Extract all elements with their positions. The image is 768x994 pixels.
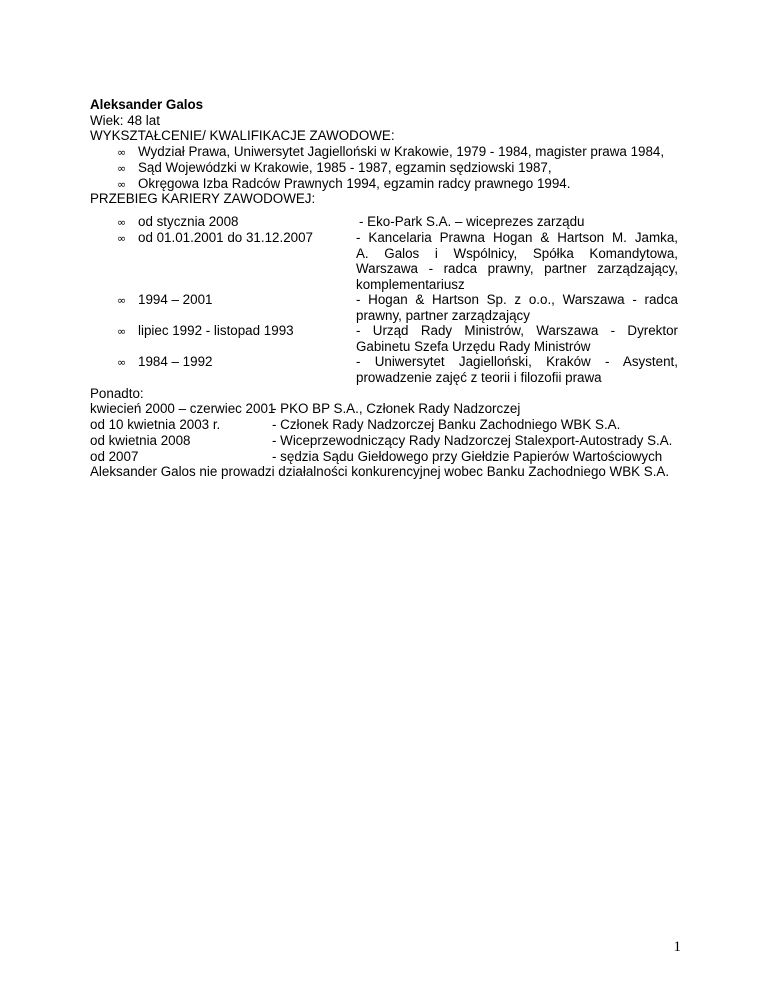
career-description-line: - Urząd Rady Ministrów, Warszawa - Dyrektor (356, 323, 678, 338)
career-period: 1994 – 2001 (138, 292, 213, 307)
education-heading: WYKSZTAŁCENIE/ KWALIFIKACJE ZAWODOWE: (90, 128, 395, 143)
career-description-line: - Hogan & Hartson Sp. z o.o., Warszawa - radca (356, 292, 678, 307)
career-description (356, 214, 678, 230)
career-description-line: A. Galos i Wspólnicy, Spółka Komandytowa, (356, 245, 678, 261)
career-period: lipiec 1992 - listopad 1993 (138, 323, 294, 338)
career-description-line: komplementariusz (356, 276, 465, 292)
career-period: 1984 – 1992 (138, 354, 213, 369)
additional-description: - Wiceprzewodniczący Rady Nadzorczej Stalexport-Autostrady S.A. (272, 433, 673, 448)
additional-description: - sędzia Sądu Giełdowego przy Giełdzie Papierów Wartościowych (272, 449, 663, 464)
education-item: Wydział Prawa, Uniwersytet Jagielloński w Krakowie, 1979 - 1984, magister prawa 1984, (138, 144, 665, 159)
additional-period: od 10 kwietnia 2003 r. (90, 417, 221, 432)
career-description-line: - Uniwersytet Jagielloński, Kraków - Asystent, (356, 354, 678, 369)
bullet-icon: ∞ (117, 356, 127, 369)
additional-heading: Ponadto: (90, 386, 144, 401)
career-description-line: prawny, partner zarządzający (356, 307, 530, 323)
additional-description: - PKO BP S.A., Członek Rady Nadzorczej (272, 401, 521, 416)
bullet-icon: ∞ (117, 232, 127, 245)
career-period: od 01.01.2001 do 31.12.2007 (138, 230, 313, 245)
career-description (356, 292, 678, 323)
career-description (356, 354, 678, 385)
bullet-icon: ∞ (117, 325, 127, 338)
page-number: 1 (673, 939, 681, 955)
bullet-icon: ∞ (117, 178, 127, 191)
person-name: Aleksander Galos (90, 97, 204, 112)
bullet-icon: ∞ (117, 216, 127, 229)
person-age: Wiek: 48 lat (90, 113, 160, 128)
career-description-line: prowadzenie zajęć z teorii i filozofii prawa (356, 369, 602, 385)
bullet-icon: ∞ (117, 294, 127, 307)
career-period: od stycznia 2008 (138, 214, 239, 229)
career-description-line: Warszawa - radca prawny, partner zarządzający, (356, 261, 678, 277)
additional-period: od kwietnia 2008 (90, 433, 191, 448)
career-description-line: Gabinetu Szefa Urzędu Rady Ministrów (356, 338, 591, 354)
bullet-icon: ∞ (117, 146, 127, 159)
career-description-line: - Kancelaria Prawna Hogan & Hartson M. Jamka, (356, 230, 678, 245)
career-description (356, 323, 678, 354)
career-description (356, 230, 678, 292)
closing-statement: Aleksander Galos nie prowadzi działalności konkurencyjnej wobec Banku Zachodniego WBK S.A. (90, 464, 670, 479)
bullet-icon: ∞ (117, 162, 127, 175)
additional-period: kwiecień 2000 – czerwiec 2001 (90, 401, 276, 416)
education-item: Okręgowa Izba Radców Prawnych 1994, egzamin radcy prawnego 1994. (138, 176, 571, 191)
additional-description: - Członek Rady Nadzorczej Banku Zachodniego WBK S.A. (272, 417, 621, 432)
additional-period: od 2007 (90, 449, 139, 464)
career-heading: PRZEBIEG KARIERY ZAWODOWEJ: (90, 191, 316, 206)
education-item: Sąd Wojewódzki w Krakowie, 1985 - 1987, egzamin sędziowski 1987, (138, 160, 552, 175)
career-description-line: - Eko-Park S.A. – wiceprezes zarządu (359, 214, 585, 229)
